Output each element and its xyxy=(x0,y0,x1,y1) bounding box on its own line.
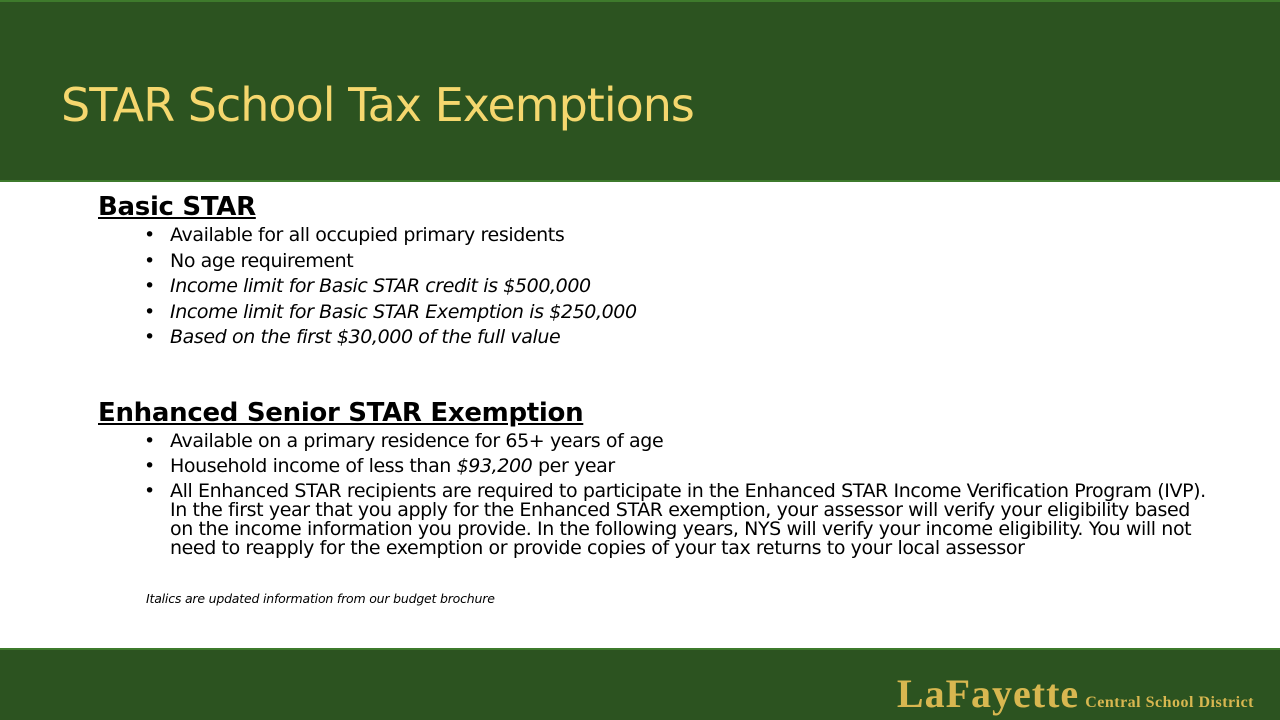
footnote: Italics are updated information from our budget brochure xyxy=(146,590,495,606)
bullet-icon: • xyxy=(144,326,155,348)
district-logo xyxy=(897,670,1254,717)
enhanced-star-heading: Enhanced Senior STAR Exemption xyxy=(98,397,584,428)
bullet-icon: • xyxy=(144,300,155,323)
list-item: • Income limit for Basic STAR Exemption is $250,000 xyxy=(98,300,1218,326)
basic-star-list xyxy=(98,223,1218,351)
logo-sub-text: Central School District xyxy=(1085,694,1254,711)
slide-title: STAR School Tax Exemptions xyxy=(61,78,694,132)
enhanced-star-list xyxy=(98,429,1218,558)
footer-banner xyxy=(0,648,1280,720)
list-item: • Based on the first $30,000 of the full value xyxy=(98,325,1218,351)
bullet-icon: • xyxy=(144,429,155,452)
basic-star-heading: Basic STAR xyxy=(98,192,256,222)
list-item: • Available for all occupied primary residents xyxy=(98,223,1218,249)
bullet-icon: • xyxy=(144,275,155,297)
title-banner xyxy=(0,0,1280,182)
income-limit-value: $93,200 xyxy=(456,455,533,477)
bullet-icon: • xyxy=(144,249,155,272)
list-item: • Available on a primary residence for 65+ years of age xyxy=(98,429,1218,455)
list-item: • Income limit for Basic STAR credit is $500,000 xyxy=(98,274,1218,300)
bullet-icon: • xyxy=(144,224,155,246)
bullet-icon: • xyxy=(144,455,155,477)
list-item: • All Enhanced STAR recipients are required to participate in the Enhanced STAR Income Verification Program (IVP). In the first year that you apply for the Enhanced STAR exemption, your assessor will verify your eligibility based on the income information you provide. In the following years, NYS will verify your income eligibility. You will not need to reapply for the exemption or provide copies of your tax returns to your local assessor xyxy=(144,479,1206,559)
list-item: • No age requirement xyxy=(98,249,1218,275)
slide-content xyxy=(98,191,1218,606)
logo-main-text: LaFayette xyxy=(896,671,1080,716)
list-item: • Household income of less than $93,200 per year xyxy=(98,454,1218,480)
bullet-icon: • xyxy=(144,479,155,502)
